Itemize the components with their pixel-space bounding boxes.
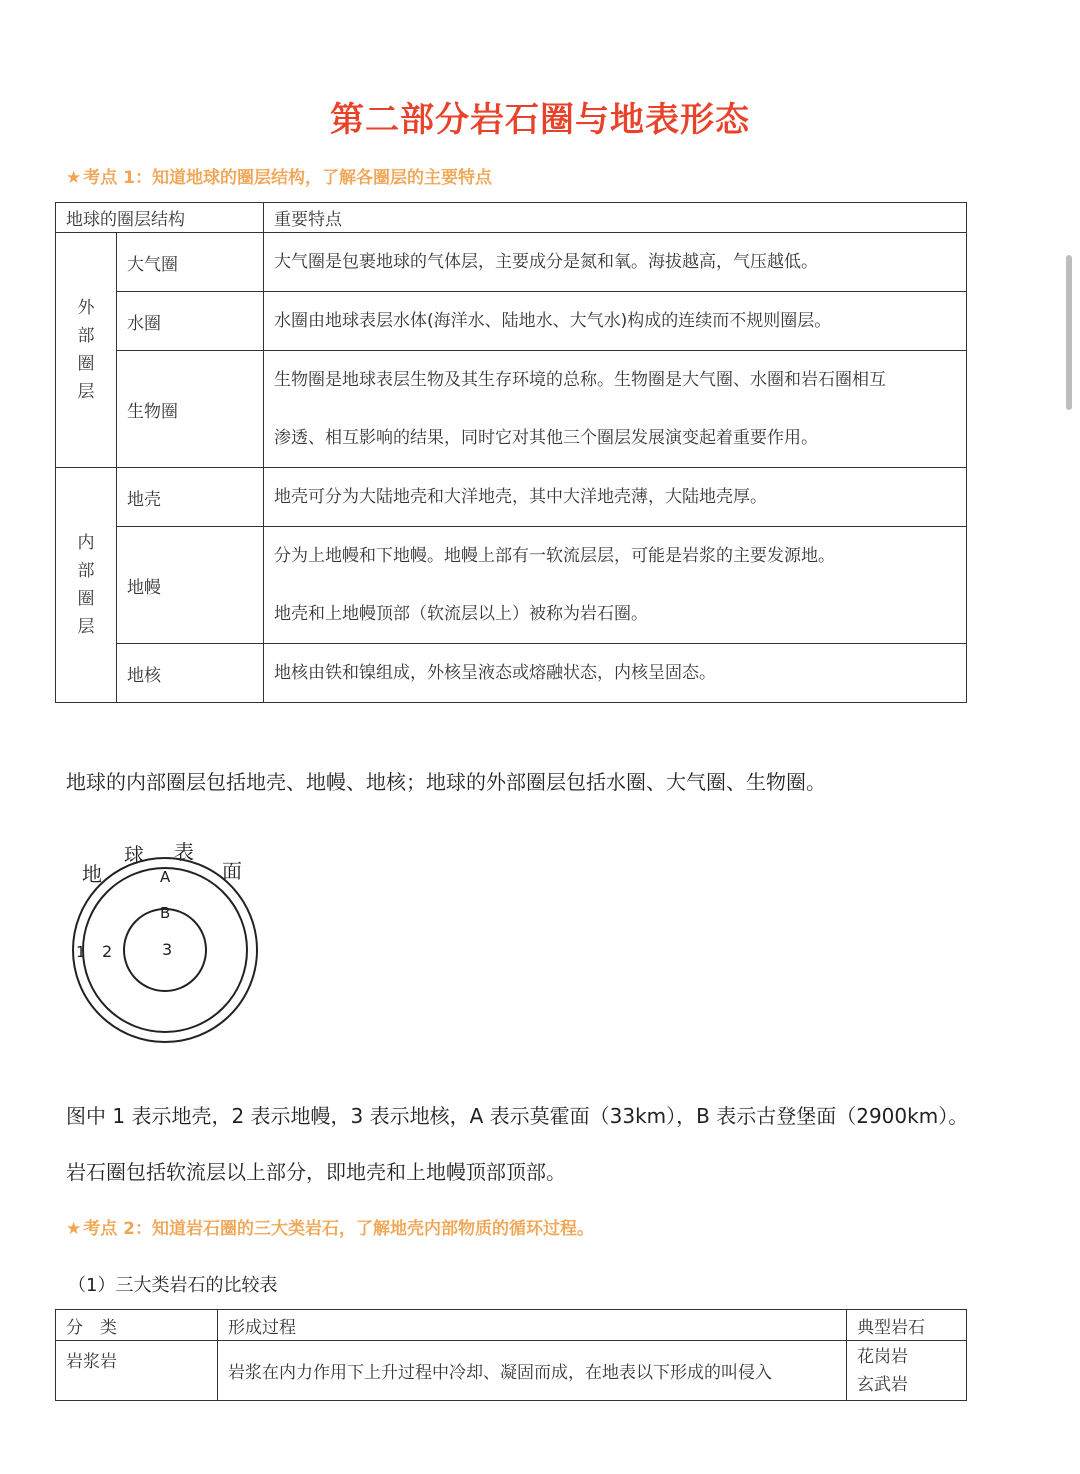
label-a: A bbox=[160, 868, 171, 886]
sphere-structure-table bbox=[55, 202, 967, 703]
feature-line: 水圈由地球表层水体(海洋水、陆地水、大气水)构成的连续而不规则圈层。 bbox=[274, 311, 832, 331]
sphere-name-cell: 生物圈 bbox=[117, 351, 264, 468]
table-header-cell: 形成过程 bbox=[218, 1310, 847, 1341]
surface-char: 表 bbox=[174, 840, 194, 864]
sphere-name-cell: 大气圈 bbox=[117, 233, 264, 292]
vertical-scrollbar[interactable] bbox=[1066, 255, 1072, 410]
table-header-cell: 重要特点 bbox=[264, 203, 967, 233]
kaodian-1-heading bbox=[66, 163, 492, 188]
table-row bbox=[56, 351, 967, 468]
rock-process-cell: 岩浆在内力作用下上升过程中冷却、凝固而成，在地表以下形成的叫侵入 bbox=[218, 1341, 847, 1401]
feature-line: 地核由铁和镍组成，外核呈液态或熔融状态，内核呈固态。 bbox=[274, 663, 716, 683]
label-3: 3 bbox=[162, 940, 173, 959]
label-2: 2 bbox=[102, 942, 113, 961]
feature-line: 生物圈是地球表层生物及其生存环境的总称。生物圈是大气圈、水圈和岩石圈相互 bbox=[274, 370, 886, 390]
table-header-cell: 典型岩石 bbox=[847, 1310, 967, 1341]
table-row bbox=[56, 233, 967, 292]
table-row bbox=[56, 468, 967, 527]
sphere-name-cell: 地壳 bbox=[117, 468, 264, 527]
feature-line: 地壳可分为大陆地壳和大洋地壳，其中大洋地壳薄，大陆地壳厚。 bbox=[274, 487, 767, 507]
earth-layers-diagram bbox=[60, 830, 270, 1050]
sphere-feature-cell bbox=[264, 292, 967, 351]
rock-example: 玄武岩 bbox=[857, 1374, 908, 1395]
sphere-feature-cell bbox=[264, 351, 967, 468]
page-title: 第二部分岩石圈与地表形态 bbox=[330, 100, 750, 140]
feature-line: 地壳和上地幔顶部（软流层以上）被称为岩石圈。 bbox=[274, 604, 648, 624]
rock-category-cell: 岩浆岩 bbox=[56, 1341, 218, 1401]
label-b: B bbox=[160, 904, 171, 922]
label-char: 圈 bbox=[77, 589, 95, 609]
star-icon: ★ bbox=[66, 1219, 82, 1239]
surface-char: 面 bbox=[222, 859, 242, 883]
table-row bbox=[56, 527, 967, 644]
paragraph-diagram-explanation: 图中 1 表示地壳，2 表示地幔，3 表示地核，A 表示莫霍面（33km），B 表示古登堡面（2900km）。 bbox=[66, 1104, 969, 1128]
table-header-row bbox=[56, 203, 967, 233]
surface-char: 地 bbox=[82, 862, 102, 886]
sphere-feature-cell bbox=[264, 644, 967, 703]
table-header-cell: 分 类 bbox=[56, 1310, 218, 1341]
feature-line: 渗透、相互影响的结果，同时它对其他三个圈层发展演变起着重要作用。 bbox=[274, 428, 818, 448]
feature-line: 大气圈是包裹地球的气体层，主要成分是氮和氧。海拔越高，气压越低。 bbox=[274, 252, 818, 272]
rock-example: 花岗岩 bbox=[857, 1346, 908, 1367]
outer-sphere-label bbox=[56, 233, 117, 468]
label-char: 部 bbox=[77, 326, 95, 346]
label-char: 层 bbox=[77, 617, 95, 637]
feature-line: 分为上地幔和下地幔。地幔上部有一软流层层，可能是岩浆的主要发源地。 bbox=[274, 546, 835, 566]
table-header-row bbox=[56, 1310, 967, 1341]
label-char: 层 bbox=[77, 382, 95, 402]
label-1: 1 bbox=[76, 943, 86, 961]
table-row bbox=[56, 644, 967, 703]
rock-table-subheading: （1）三大类岩石的比较表 bbox=[68, 1275, 278, 1296]
label-char: 内 bbox=[77, 533, 95, 553]
label-char: 外 bbox=[77, 298, 95, 318]
sphere-feature-cell bbox=[264, 527, 967, 644]
sphere-name-cell: 水圈 bbox=[117, 292, 264, 351]
sphere-feature-cell bbox=[264, 233, 967, 292]
kaodian-2-heading bbox=[66, 1214, 594, 1239]
sphere-feature-cell bbox=[264, 468, 967, 527]
paragraph-lithosphere: 岩石圈包括软流层以上部分，即地壳和上地幔顶部顶部。 bbox=[66, 1160, 566, 1184]
rock-examples-cell bbox=[847, 1341, 967, 1401]
surface-char: 球 bbox=[124, 843, 144, 867]
sphere-name-cell: 地幔 bbox=[117, 527, 264, 644]
kaodian-1-text: 考点 1：知道地球的圈层结构，了解各圈层的主要特点 bbox=[83, 168, 492, 188]
table-header-cell: 地球的圈层结构 bbox=[56, 203, 264, 233]
inner-sphere-label bbox=[56, 468, 117, 703]
label-char: 部 bbox=[77, 561, 95, 581]
label-char: 圈 bbox=[77, 354, 95, 374]
kaodian-2-text: 考点 2：知道岩石圈的三大类岩石，了解地壳内部物质的循环过程。 bbox=[83, 1219, 594, 1239]
table-row bbox=[56, 292, 967, 351]
star-icon: ★ bbox=[66, 168, 82, 188]
sphere-name-cell: 地核 bbox=[117, 644, 264, 703]
rock-comparison-table bbox=[55, 1309, 967, 1401]
paragraph-sphere-summary: 地球的内部圈层包括地壳、地幔、地核；地球的外部圈层包括水圈、大气圈、生物圈。 bbox=[66, 770, 826, 794]
table-row bbox=[56, 1341, 967, 1401]
